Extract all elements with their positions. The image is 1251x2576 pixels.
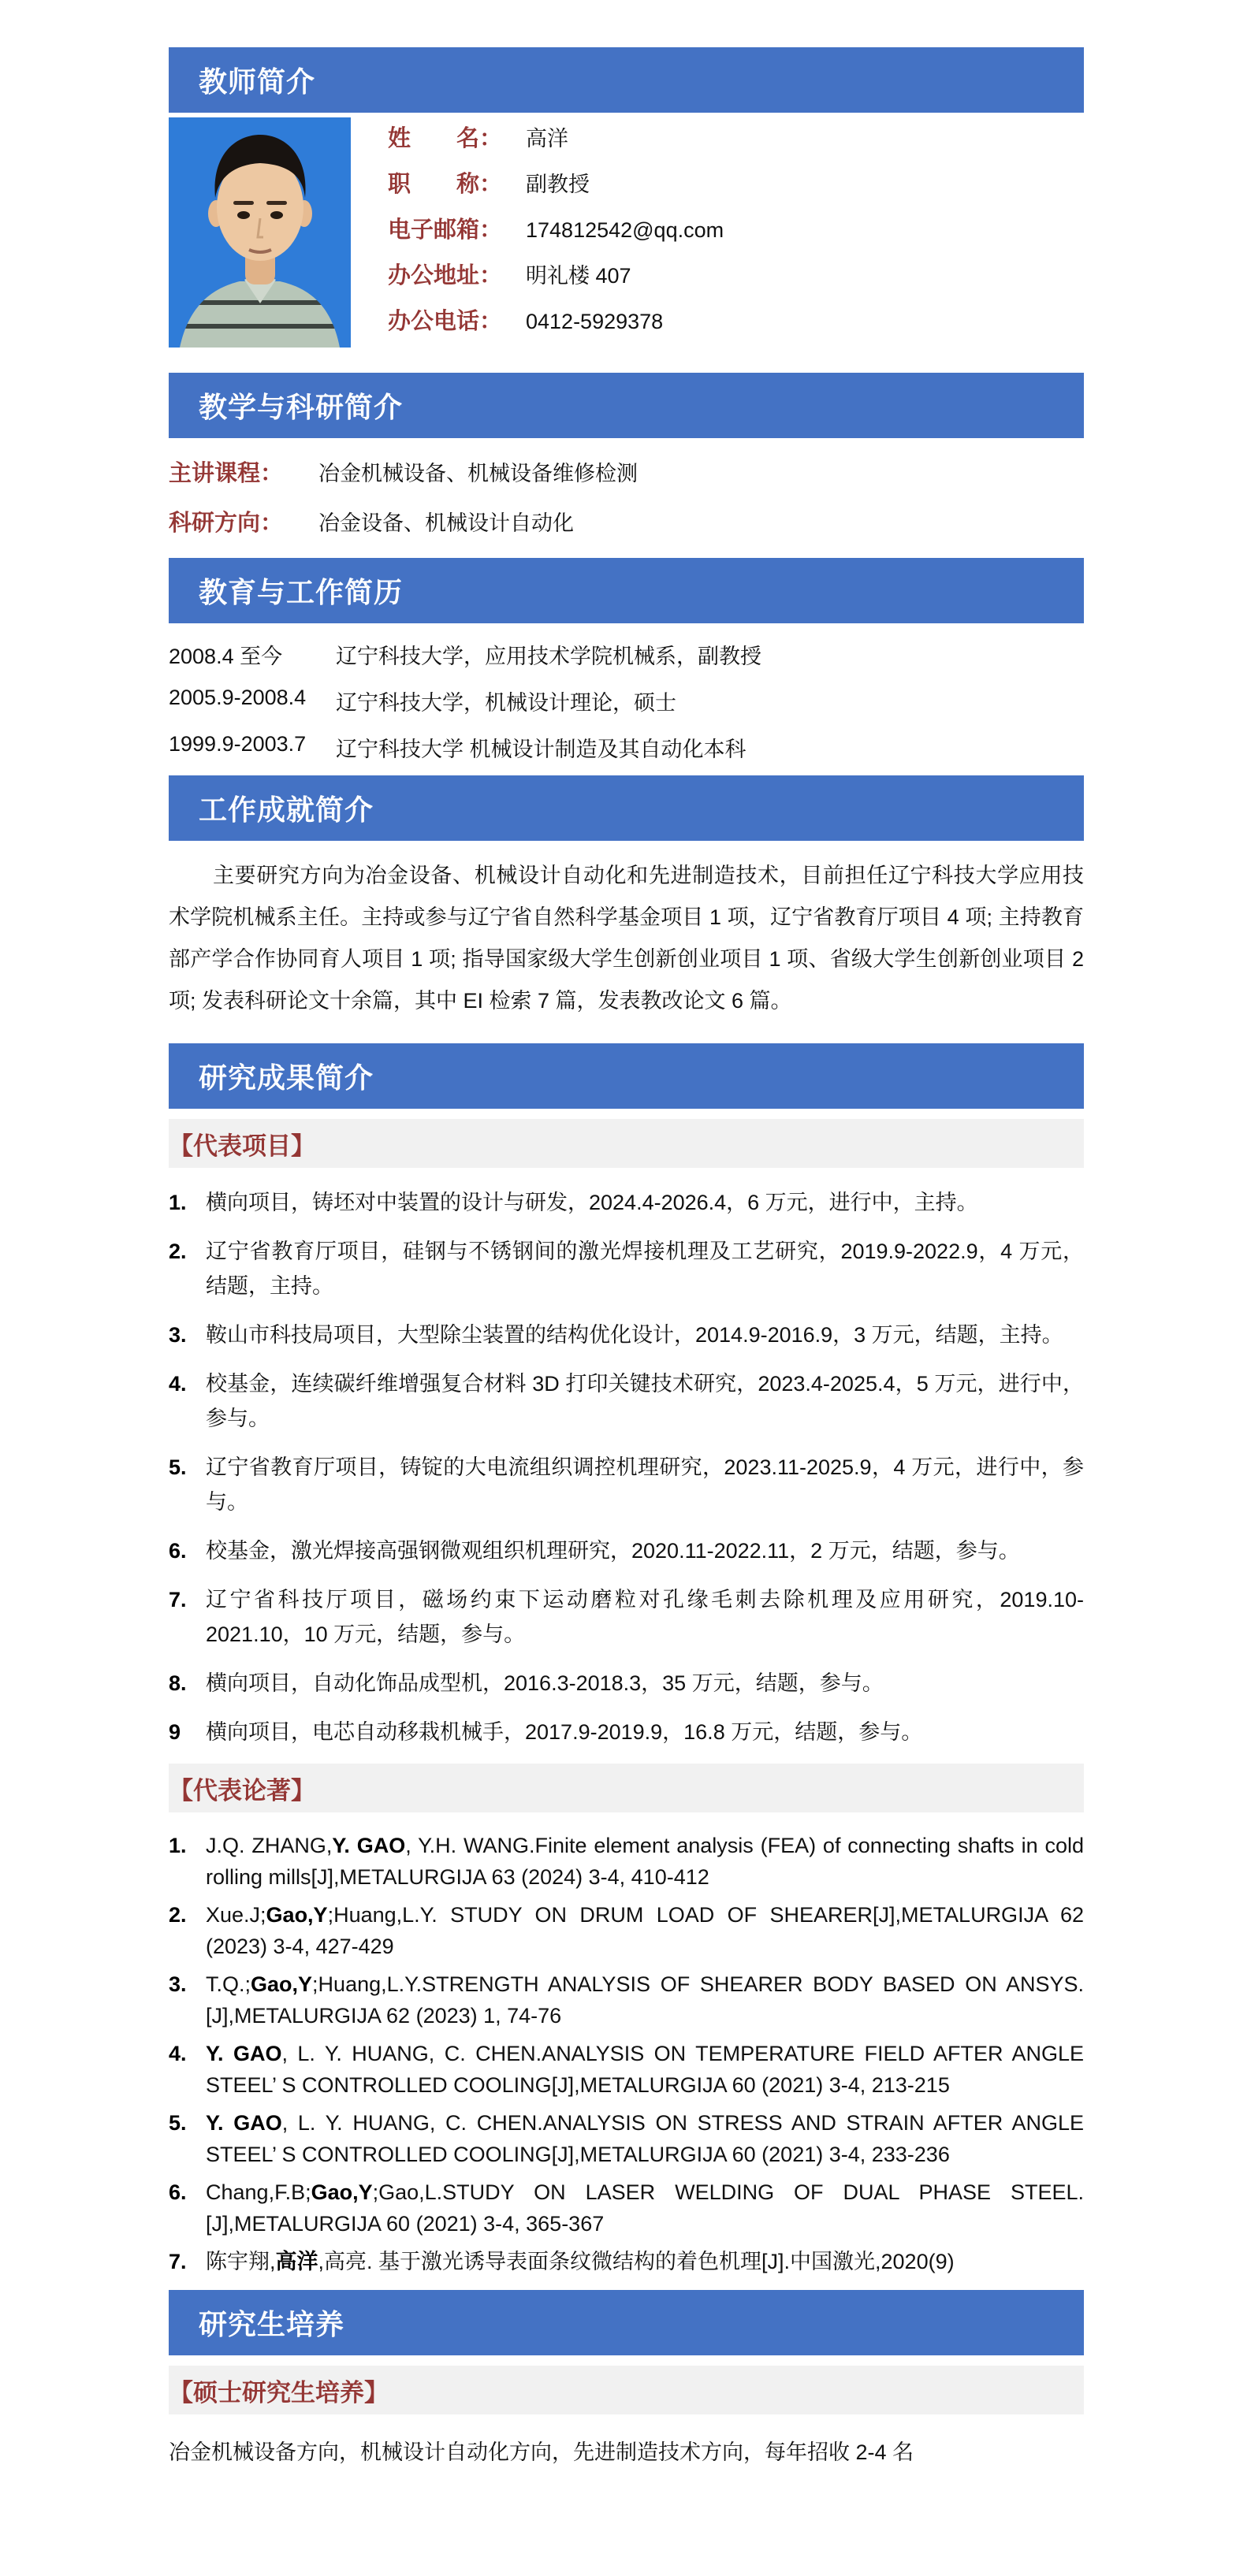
education-detail: 辽宁科技大学，应用技术学院机械系，副教授 [336,645,761,668]
publication-authors-pre: T.Q.; [206,1972,251,1996]
photo-eye [270,211,283,219]
project-item [169,1533,1084,1568]
banner-title: 教师简介 [199,65,316,98]
education-rows [169,639,1084,763]
publication-author-highlight: 高洋 [275,2250,318,2273]
publication-item [169,2246,1084,2277]
banner-title: 研究生培养 [199,2308,345,2340]
publication-author-highlight: Y. GAO [206,2111,282,2135]
publication-rest: , Y.H. WANG.Finite element analysis (FEA) of connecting shafts in cold rolling mills[J],METALURGIJA 63 (2024) 3-4, 410-412 [206,1834,1084,1889]
project-number: 7. [169,1588,187,1611]
profile-block [169,117,1084,349]
publication-number: 3. [169,1972,187,1996]
project-text: 辽宁省教育厅项目，硅钢与不锈钢间的激光焊接机理及工艺研究，2019.9-2022.9，4 万元，结题，主持。 [206,1240,1084,1298]
publication-text [206,1968,1084,2031]
publication-rest: ,高亮. 基于激光诱导表面条纹微结构的着色机理[J].中国激光,2020(9) [318,2250,955,2273]
faculty-profile-page [169,47,1084,2466]
project-item [169,1366,1084,1436]
profile-field-row [388,166,1084,212]
project-number: 9 [169,1720,181,1744]
education-period: 2005.9-2008.4 [169,686,307,709]
banner-title: 工作成就简介 [199,794,374,826]
banner-title: 研究成果简介 [199,1061,374,1094]
publication-text [206,2038,1084,2101]
master-training-header-bar [169,2366,1084,2414]
profile-field-row [388,121,1084,166]
section-banner-teaching-research [169,373,1084,438]
projects-header-bar [169,1119,1084,1168]
publication-number: 7. [169,2250,187,2273]
project-number: 3. [169,1323,187,1347]
publication-number: 4. [169,2042,187,2065]
publication-number: 1. [169,1834,187,1857]
teaching-rows [169,455,1084,537]
publications-header-bar [169,1764,1084,1812]
profile-field-row [388,212,1084,258]
publication-item [169,2038,1084,2101]
publication-authors-pre: 陈宇翔, [206,2250,276,2273]
publication-number: 5. [169,2111,187,2135]
project-item [169,1450,1084,1519]
publications-list [169,1830,1084,2277]
publication-author-highlight: Gao,Y [251,1972,313,1996]
field-label: 办公地址： [388,263,503,288]
field-label: 职 称： [388,172,503,197]
project-item [169,1234,1084,1303]
project-item [169,1715,1084,1749]
field-label: 姓 名： [388,126,503,151]
project-text: 校基金，激光焊接高强钢微观组织机理研究，2020.11-2022.11，2 万元，结题，参与。 [206,1539,1020,1563]
section-banner-achievements [169,775,1084,841]
project-text: 校基金，连续碳纤维增强复合材料 3D 打印关键技术研究，2023.4-2025.4，5 万元，进行中，参与。 [206,1372,1084,1430]
photo-eyebrow [233,201,254,205]
project-number: 1. [169,1191,187,1214]
teaching-label: 科研方向： [169,511,284,536]
publication-author-highlight: Y. GAO [332,1834,406,1857]
photo-eye [237,211,250,219]
publication-item [169,2176,1084,2240]
publication-author-highlight: Gao,Y [311,2180,373,2204]
publication-authors-pre: Xue.J; [206,1903,266,1927]
publication-text [206,1899,1084,1962]
photo-eyebrow [266,201,287,205]
project-number: 2. [169,1240,187,1263]
publication-item [169,2107,1084,2170]
education-row [169,686,1084,716]
education-period: 1999.9-2003.7 [169,732,307,756]
section-banner-teacher-intro [169,47,1084,113]
project-item [169,1185,1084,1220]
publication-number: 2. [169,1903,187,1927]
project-item [169,1318,1084,1352]
education-row [169,639,1084,670]
education-period: 2008.4 至今 [169,645,283,668]
publication-authors-pre: J.Q. ZHANG, [206,1834,333,1857]
publication-rest: , L. Y. HUANG, C. CHEN.ANALYSIS ON STRESS AND STRAIN AFTER ANGLE STEEL’ S CONTROLLED COOLING[J],METALURGIJA 60 (2021) 3-4, 233-236 [206,2111,1084,2166]
field-value: 高洋 [526,127,568,151]
teaching-row [169,455,1084,488]
project-number: 5. [169,1455,187,1479]
publication-author-highlight: Gao,Y [266,1903,328,1927]
section-banner-education-history [169,558,1084,623]
teaching-label: 主讲课程： [169,461,284,486]
section-banner-graduate-training [169,2290,1084,2355]
education-detail: 辽宁科技大学 机械设计制造及其自动化本科 [336,738,747,761]
teaching-value: 冶金机械设备、机械设备维修检测 [318,462,638,485]
profile-field-row [388,303,1084,349]
publication-item [169,1899,1084,1962]
education-detail: 辽宁科技大学，机械设计理论，硕士 [336,691,676,715]
field-label: 电子邮箱： [388,217,503,243]
publication-authors-pre: Chang,F.B; [206,2180,311,2204]
project-text: 横向项目，电芯自动移栽机械手，2017.9-2019.9，16.8 万元，结题，参与。 [206,1720,923,1744]
project-text: 鞍山市科技局项目，大型除尘装置的结构优化设计，2014.9-2016.9，3 万元，结题，主持。 [206,1323,1063,1347]
field-value: 0412-5929378 [526,310,664,333]
achievements-paragraph: 主要研究方向为冶金设备、机械设计自动化和先进制造技术，目前担任辽宁科技大学应用技术学院机械系主任。主持或参与辽宁省自然科学基金项目 1 项，辽宁省教育厅项目 4 项; 主持教育部产学合作协同育人项目 1 项; 指导国家级大学生创新创业项目 1 项、省级大学生创新创业项目 2 项; 发表科研论文十余篇，其中 EI 检索 7 篇，发表教改论文 6 篇。 [169,864,1084,1013]
teacher-photo [169,117,351,348]
publication-text [206,2246,1084,2277]
project-text: 横向项目，铸坯对中装置的设计与研发，2024.4-2026.4，6 万元，进行中，主持。 [206,1191,978,1214]
banner-title: 教育与工作简历 [199,576,404,608]
publication-rest: ;Huang,L.Y.STRENGTH ANALYSIS OF SHEARER BODY BASED ON ANSYS.[J],METALURGIJA 62 (2023) 1, 74-76 [206,1972,1084,2028]
publication-rest: ;Gao,L.STUDY ON LASER WELDING OF DUAL PHASE STEEL.[J],METALURGIJA 60 (2021) 3-4, 365-367 [206,2180,1084,2236]
field-label: 办公电话： [388,309,503,334]
project-number: 8. [169,1671,187,1695]
banner-title: 教学与科研简介 [199,391,404,423]
profile-fields [388,117,1084,349]
publication-text [206,1830,1084,1893]
projects-list [169,1185,1084,1749]
project-text: 辽宁省科技厅项目，磁场约束下运动磨粒对孔缘毛刺去除机理及应用研究，2019.10-2021.10，10 万元，结题，参与。 [206,1588,1084,1646]
publication-item [169,1830,1084,1893]
teaching-row [169,505,1084,537]
teaching-value: 冶金设备、机械设计自动化 [318,511,574,535]
field-value: 174812542@qq.com [526,218,724,242]
education-row [169,732,1084,763]
master-training-header: 【硕士研究生培养】 [169,2378,389,2407]
project-item [169,1666,1084,1701]
publication-rest: ;Huang,L.Y. STUDY ON DRUM LOAD OF SHEARER[J],METALURGIJA 62 (2023) 3-4, 427-429 [206,1903,1084,1958]
field-value: 明礼楼 407 [526,264,631,288]
project-number: 6. [169,1539,187,1563]
project-item [169,1582,1084,1652]
section-banner-research-results [169,1043,1084,1109]
project-text: 辽宁省教育厅项目，铸锭的大电流组织调控机理研究，2023.11-2025.9，4 万元，进行中，参与。 [206,1455,1084,1514]
projects-header: 【代表项目】 [169,1132,315,1160]
publication-text [206,2176,1084,2240]
publication-author-highlight: Y. GAO [206,2042,282,2065]
publication-text [206,2107,1084,2170]
publications-header: 【代表论著】 [169,1776,315,1805]
profile-field-row [388,258,1084,303]
publication-item [169,1968,1084,2031]
graduate-recruiting-line: 冶金机械设备方向，机械设计自动化方向，先进制造技术方向，每年招收 2-4 名 [169,2440,914,2464]
publication-rest: , L. Y. HUANG, C. CHEN.ANALYSIS ON TEMPERATURE FIELD AFTER ANGLE STEEL’ S CONTROLLED COOLING[J],METALURGIJA 60 (2021) 3-4, 213-215 [206,2042,1084,2097]
project-number: 4. [169,1372,187,1396]
project-text: 横向项目，自动化饰品成型机，2016.3-2018.3，35 万元，结题，参与。 [206,1671,884,1695]
field-value: 副教授 [526,173,590,196]
publication-number: 6. [169,2180,187,2204]
